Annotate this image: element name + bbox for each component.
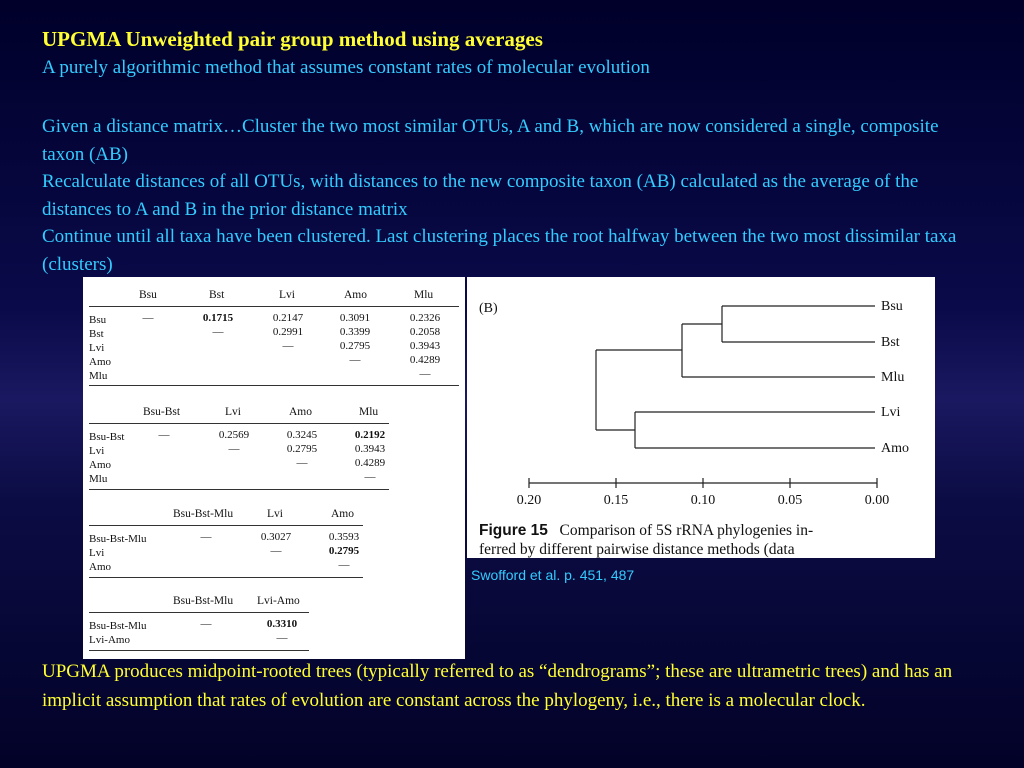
matrix-header: Bsu-Bst bbox=[143, 406, 181, 418]
matrix-cell: — bbox=[349, 354, 361, 366]
matrix-cell: 0.3593 bbox=[328, 531, 360, 543]
matrix-cell: — bbox=[200, 531, 212, 543]
matrix-row-label: Bsu-Bst-Mlu bbox=[89, 533, 147, 545]
matrix-cell: — bbox=[419, 368, 431, 380]
matrix-row-label: Mlu bbox=[89, 473, 108, 485]
matrix-row-label: Amo bbox=[89, 356, 111, 368]
matrix-cell: — bbox=[296, 457, 308, 469]
tree-branches bbox=[596, 306, 875, 448]
matrix-header: Amo bbox=[289, 406, 312, 418]
matrix-cell: 0.2795 bbox=[286, 443, 318, 455]
matrix-cell: — bbox=[158, 429, 170, 441]
matrix-header: Lvi bbox=[267, 508, 283, 520]
taxon-label: Lvi bbox=[881, 405, 901, 420]
caption-line-1: Comparison of 5S rRNA phylogenies in- bbox=[559, 522, 814, 539]
figure-caption bbox=[479, 521, 935, 558]
matrix-row-label: Bsu-Bst-Mlu bbox=[89, 620, 147, 632]
matrix-header: Mlu bbox=[359, 406, 379, 418]
matrix-cell: 0.3091 bbox=[339, 312, 371, 324]
matrix-header: Amo bbox=[331, 508, 354, 520]
matrix-header: Mlu bbox=[414, 289, 434, 301]
matrix-header: Bst bbox=[209, 289, 225, 301]
scale-tick-label: 0.15 bbox=[603, 493, 629, 508]
taxon-label: Mlu bbox=[881, 370, 905, 385]
matrix-cell: 0.3027 bbox=[260, 531, 292, 543]
figure-number: Figure 15 bbox=[479, 522, 548, 539]
matrix-row-label: Bsu-Bst bbox=[89, 431, 125, 443]
matrix-header: Bsu-Bst-Mlu bbox=[173, 595, 234, 607]
matrix-cell: 0.2795 bbox=[328, 545, 360, 557]
matrix-cell: — bbox=[212, 326, 224, 338]
matrix-header: Bsu-Bst-Mlu bbox=[173, 508, 234, 520]
slide-subtitle: A purely algorithmic method that assumes constant rates of molecular evolution bbox=[42, 57, 650, 78]
matrix-header: Bsu bbox=[139, 289, 157, 301]
matrix-cell: 0.2147 bbox=[272, 312, 304, 324]
matrix-cell: — bbox=[276, 632, 288, 644]
scale-tick-label: 0.20 bbox=[516, 493, 542, 508]
slide-body bbox=[42, 113, 982, 278]
matrix-4 bbox=[89, 595, 309, 655]
matrix-cell: 0.2795 bbox=[339, 340, 371, 352]
matrix-row-label: Bsu bbox=[89, 314, 107, 326]
matrix-cell: 0.3943 bbox=[354, 443, 386, 455]
matrix-cell: — bbox=[270, 545, 282, 557]
matrix-cell: 0.2326 bbox=[409, 312, 441, 324]
paragraph-continue: Continue until all taxa have been clustered. Last clustering places the root halfway between the two most dissimilar taxa (clusters) bbox=[42, 226, 957, 275]
matrix-cell: 0.2192 bbox=[354, 429, 386, 441]
panel-label: (B) bbox=[479, 301, 498, 316]
matrix-row-label: Amo bbox=[89, 561, 111, 573]
matrix-3 bbox=[89, 508, 363, 583]
matrix-header: Lvi-Amo bbox=[257, 595, 300, 607]
matrix-1 bbox=[89, 289, 459, 389]
matrix-row-label: Lvi bbox=[89, 342, 105, 354]
matrix-cell: 0.4289 bbox=[409, 354, 441, 366]
scale-tick-label: 0.05 bbox=[777, 493, 803, 508]
matrix-row-label: Lvi-Amo bbox=[89, 634, 130, 646]
matrix-cell: 0.3399 bbox=[339, 326, 371, 338]
upgma-tree-figure bbox=[467, 277, 935, 558]
matrix-row-label: Bst bbox=[89, 328, 104, 340]
taxon-label: Amo bbox=[881, 441, 909, 456]
matrix-2 bbox=[89, 406, 389, 496]
slide-footer: UPGMA produces midpoint-rooted trees (typically referred to as “dendrograms”; these are ultrametric trees) and has an implicit assumption that rates of evolution are constant across the phylogeny, i.e., there is a molecular clock. bbox=[42, 661, 953, 711]
taxon-label: Bst bbox=[881, 335, 900, 350]
matrix-cell: 0.3310 bbox=[266, 618, 298, 630]
matrix-cell: — bbox=[282, 340, 294, 352]
matrix-header: Lvi bbox=[279, 289, 295, 301]
source-credit: Swofford et al. p. 451, 487 bbox=[471, 567, 635, 583]
matrix-row-label: Lvi bbox=[89, 547, 105, 559]
dendrogram bbox=[467, 277, 935, 521]
matrix-cell: — bbox=[200, 618, 212, 630]
matrix-cell: 0.3943 bbox=[409, 340, 441, 352]
matrix-header: Amo bbox=[344, 289, 367, 301]
paragraph-cluster: Given a distance matrix…Cluster the two most similar OTUs, A and B, which are now considered a single, composite taxon (AB) bbox=[42, 116, 939, 165]
matrix-cell: — bbox=[338, 559, 350, 571]
matrix-header: Lvi bbox=[225, 406, 241, 418]
matrix-cell: — bbox=[364, 471, 376, 483]
matrix-cell: 0.3245 bbox=[286, 429, 318, 441]
matrix-cell: 0.2991 bbox=[272, 326, 304, 338]
matrix-row-label: Amo bbox=[89, 459, 111, 471]
matrix-cell: 0.2569 bbox=[218, 429, 250, 441]
matrix-cell: — bbox=[142, 312, 154, 324]
caption-line-2: ferred by different pairwise distance methods (data bbox=[479, 541, 795, 558]
scale-axis bbox=[529, 478, 877, 488]
slide-title: UPGMA Unweighted pair group method using averages bbox=[42, 27, 543, 51]
matrix-row-label: Lvi bbox=[89, 445, 105, 457]
matrix-cell: — bbox=[228, 443, 240, 455]
matrix-row-label: Mlu bbox=[89, 370, 108, 382]
matrix-cell: 0.4289 bbox=[354, 457, 386, 469]
matrix-cell: 0.1715 bbox=[202, 312, 234, 324]
paragraph-recalculate: Recalculate distances of all OTUs, with distances to the new composite taxon (AB) calculated as the average of the distances to A and B in the prior distance matrix bbox=[42, 171, 919, 220]
scale-tick-label: 0.10 bbox=[690, 493, 716, 508]
taxon-label: Bsu bbox=[881, 299, 903, 314]
distance-matrices-figure bbox=[83, 277, 465, 659]
matrix-cell: 0.2058 bbox=[409, 326, 441, 338]
scale-tick-label: 0.00 bbox=[864, 493, 890, 508]
